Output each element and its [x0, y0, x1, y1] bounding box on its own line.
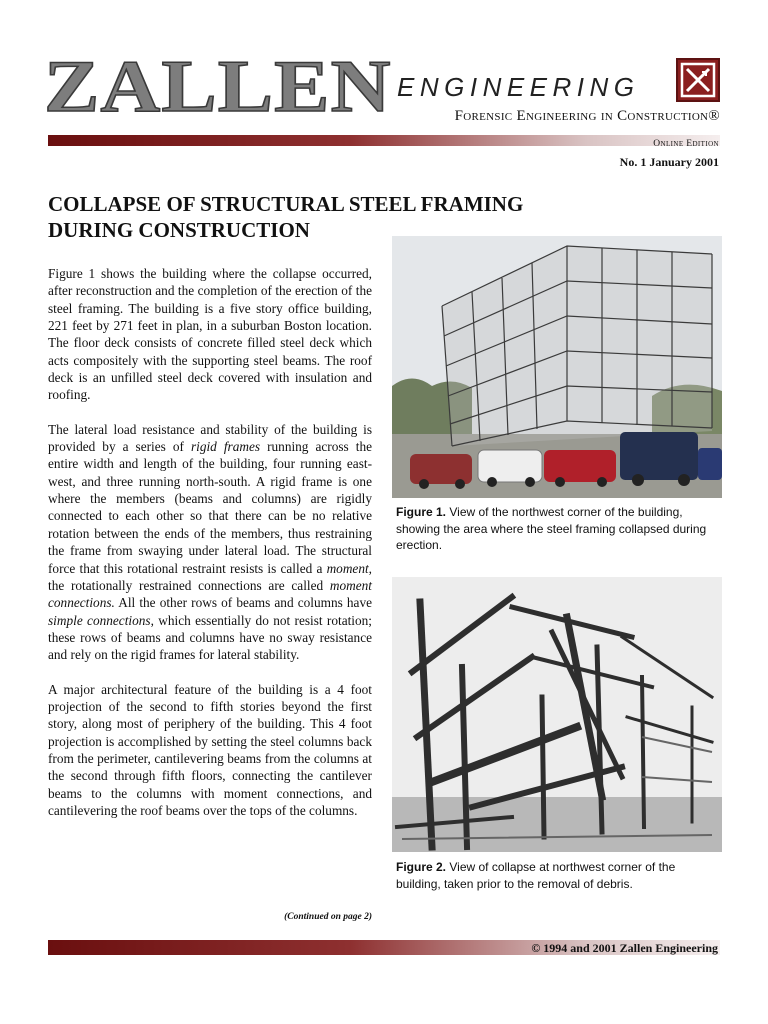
continued-note: (Continued on page 2): [284, 912, 372, 922]
headline-line-1: COLLAPSE OF STRUCTURAL STEEL FRAMING: [48, 192, 524, 216]
paragraph-3: A major architectural feature of the building is a 4 foot projection of the second to fifth stories beyond the first story, along most of periphery of the building. This 4 foot projection is accomplished by setting the steel columns back from the perimeter, cantilevering beams from the columns at the second through fifth floors, connecting the cantilever beams to the columns with moment connections, and cantilevering the roof beams over the tops of the columns.: [48, 681, 372, 818]
figure-2-caption-text: View of collapse at northwest corner of the building, taken prior to the removal of debris.: [396, 860, 676, 891]
figure-1-label: Figure 1.: [396, 505, 447, 519]
text-run: running across the entire width and length of the building, four running east-west, and three running north-south. A rigid frame is one where the members (beams and columns) are rigidly connected to each other so that there can be no relative rotation between the ends of the members, thus restraining the frame from swaying under lateral load. The structural force that this rotational restraint resists is called a: [48, 439, 372, 576]
headline-line-2: DURING CONSTRUCTION: [48, 218, 310, 242]
emphasis-simple-connections: simple connections: [48, 612, 151, 628]
figure-1-caption-text: View of the northwest corner of the building, showing the area where the steel framing collapsed during erection.: [396, 505, 707, 552]
copyright-notice: © 1994 and 2001 Zallen Engineering: [531, 941, 718, 955]
text-run: All the other rows of beams and columns have: [114, 595, 372, 611]
edition-label: Online Edition: [653, 139, 719, 149]
text-run: , the rotationally restrained connections are called: [48, 560, 372, 593]
text-run: , which essentially do not resist rotation; these rows of beams and columns have no sway resistance and rely on the rigid frames for lateral stability.: [48, 612, 372, 663]
tagline: Forensic Engineering in Construction®: [454, 108, 720, 124]
issue-date: No. 1 January 2001: [619, 155, 719, 169]
logo-subtitle: ENGINEERING: [397, 72, 640, 102]
logo-wordmark: ZALLEN: [44, 46, 392, 128]
logo-mark-icon: [676, 58, 720, 102]
figure-1-photo: [392, 236, 722, 498]
paragraph-1: Figure 1 shows the building where the collapse occurred, after reconstruction and the completion of the erection of the steel framing. The building is a five story office building, 221 feet by 271 feet in plan, in a suburban Boston location. The floor deck consists of concrete filled steel deck which acts compositely with the supporting steel beams. The roof deck is an unfilled steel deck covered with insulation and roofing.: [48, 266, 372, 403]
article-body: [48, 265, 372, 836]
emphasis-moment: moment: [326, 560, 369, 576]
figure-2-photo: [392, 577, 722, 852]
text-run: The lateral load resistance and stability of the building is provided by a series of: [48, 421, 372, 455]
emphasis-moment-connections: moment connections.: [48, 577, 372, 611]
figure-2-label: Figure 2.: [396, 860, 447, 874]
figure-1-caption: [396, 504, 714, 554]
emphasis-rigid-frames: rigid frames: [190, 439, 261, 455]
paragraph-2: [48, 421, 372, 664]
figure-2-caption: [396, 859, 714, 892]
header-rule: [48, 135, 720, 146]
